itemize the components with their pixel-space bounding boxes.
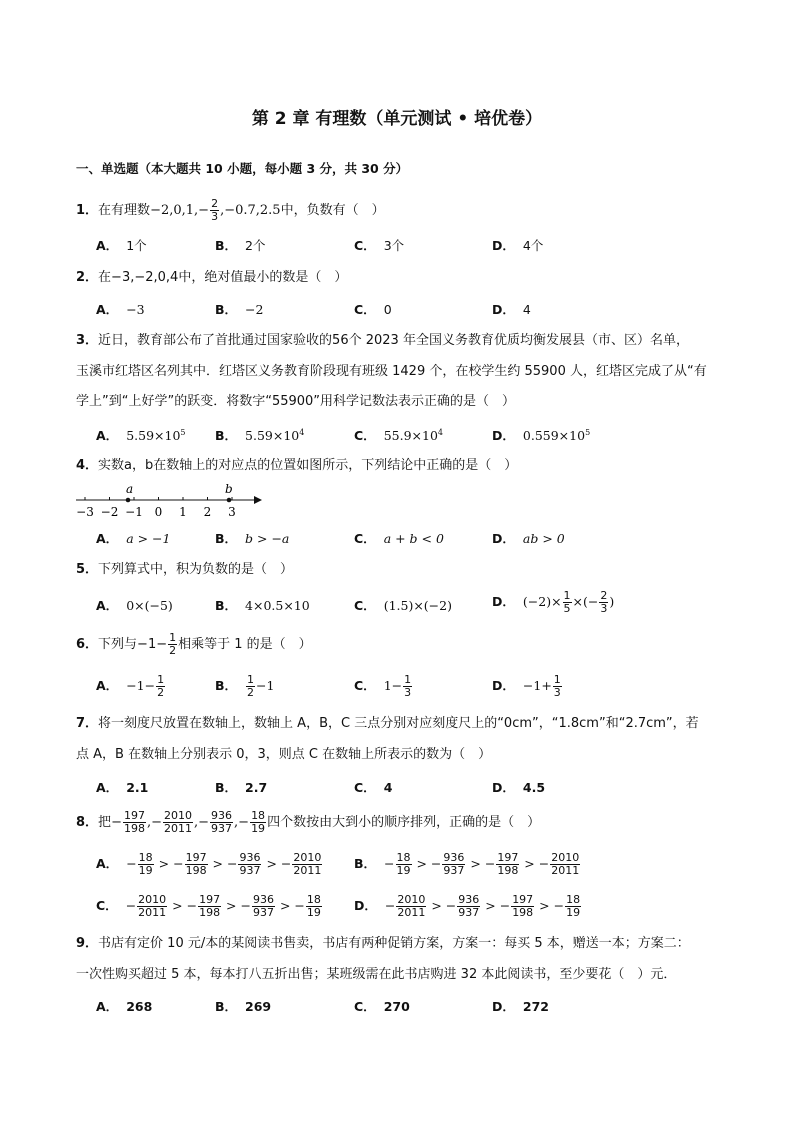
axis-tick-label: 3 <box>228 505 236 519</box>
option-b: B． 2.7 <box>215 780 268 795</box>
question-7: 7．将一刻度尺放置在数轴上，数轴上 A，B，C 三点分别对应刻度尺上的“0cm”，“1.8cm”和“2.7cm”，若 <box>76 716 699 731</box>
option-c: C． 0 <box>354 302 392 317</box>
question-number: 6． <box>76 637 99 652</box>
question-number: 3． <box>76 333 99 348</box>
axis-tick-label: 1 <box>179 505 187 519</box>
question-number: 4． <box>76 458 99 473</box>
axis-tick-label: 2 <box>203 505 212 519</box>
option-a: A． −3 <box>96 302 145 317</box>
option-b: B． $\frac{1}{2}$ −1 <box>215 673 275 699</box>
option-d: D． 4个 <box>492 238 544 253</box>
fraction: $\frac{2}{3}$ <box>600 589 608 615</box>
option-d: D． − $\frac{2010}{2011}$ > − $\frac{936}{937}$ > − $\frac{197}{198}$ > − $\frac{18}{19}$ <box>354 893 581 919</box>
question-1: 1．在有理数−2,0,1,− $\frac{2}{3}$ ,−0.7,2.5中，负数有（ ） <box>76 197 385 223</box>
fraction: $\frac{936}{937}$ <box>211 809 233 835</box>
option-d: D． 4.5 <box>492 780 546 795</box>
question-7-line-2: 点 A，B 在数轴上分别表示 0，3，则点 C 在数轴上所表示的数为（ ） <box>76 747 492 762</box>
question-number: 8． <box>76 815 99 830</box>
question-3-line-2: 玉溪市红塔区名列其中．红塔区义务教育阶段现有班级 1429 个，在校学生约 55900 人，红塔区完成了从“有 <box>76 364 707 379</box>
fraction: $\frac{2010}{2011}$ <box>164 809 192 835</box>
option-b: B． b > −a <box>215 531 290 546</box>
fraction: $\frac{2}{3}$ <box>211 197 219 223</box>
fraction: $\frac{1}{2}$ <box>247 673 255 699</box>
axis-tick-label: −2 <box>100 505 119 519</box>
number-line <box>74 482 264 522</box>
point-a-label: a <box>126 482 134 496</box>
option-a: A． 268 <box>96 999 153 1014</box>
option-c: C． − $\frac{2010}{2011}$ > − $\frac{197}{198}$ > − $\frac{936}{937}$ > − $\frac{18}{19}$ <box>96 893 321 919</box>
question-3: 3．近日，教育部公布了首批通过国家验收的56个 2023 年全国义务教育优质均衡发展县（市、区）名单， <box>76 333 689 348</box>
question-number: 9． <box>76 936 99 951</box>
fraction: $\frac{1}{3}$ <box>404 673 412 699</box>
point-b-dot <box>227 498 232 503</box>
option-b: B． 2个 <box>215 238 266 253</box>
fraction: $\frac{18}{19}$ <box>251 809 266 835</box>
option-a: A． 1个 <box>96 238 147 253</box>
option-d: D． (−2)× $\frac{1}{5}$ ×(− $\frac{2}{3}$ ) <box>492 589 615 615</box>
fraction: $\frac{1}{3}$ <box>553 673 561 699</box>
question-4: 4．实数a，b在数轴上的对应点的位置如图所示，下列结论中正确的是（ ） <box>76 458 518 473</box>
question-9: 9．书店有定价 10 元/本的某阅读书售卖，书店有两种促销方案，方案一：每买 5 本，赠送一本；方案二： <box>76 936 690 951</box>
fraction: $\frac{1}{2}$ <box>169 631 177 657</box>
option-a: A． a > −1 <box>96 531 171 546</box>
option-b: B． 4×0.5×10 <box>215 598 310 613</box>
question-number: 7． <box>76 716 99 731</box>
question-6: 6．下列与−1− $\frac{1}{2}$ 相乘等于 1 的是（ ） <box>76 631 312 657</box>
axis-tick-label: 0 <box>154 505 163 519</box>
option-d: D． 272 <box>492 999 549 1014</box>
question-3-line-3: 学上”到“上好学”的跃变．将数字“55900”用科学记数法表示正确的是（ ） <box>76 394 516 409</box>
section-heading: 一、单选题（本大题共 10 小题，每小题 3 分，共 30 分） <box>76 161 409 176</box>
option-c: C． (1.5)×(−2) <box>354 598 452 613</box>
option-d: D． $0.559\times 10^5$ <box>492 427 591 443</box>
question-9-line-2: 一次性购买超过 5 本，每本打八五折出售；某班级需在此书店购进 32 本此阅读书，至少要花（ ）元． <box>76 967 677 982</box>
option-b: B． − $\frac{18}{19}$ > − $\frac{936}{937}$ > − $\frac{197}{198}$ > − $\frac{2010}{2011}$ <box>354 851 580 877</box>
option-d: D． 4 <box>492 302 531 317</box>
option-a: A． 2.1 <box>96 780 149 795</box>
option-c: C． 270 <box>354 999 410 1014</box>
option-d: D． −1+ $\frac{1}{3}$ <box>492 673 561 699</box>
option-b: B． −2 <box>215 302 264 317</box>
question-number: 5． <box>76 562 99 577</box>
question-8: 8．把− $\frac{197}{198}$ ,− $\frac{2010}{2011}$ ,− $\frac{936}{937}$ ,− $\frac{18}{19}$ 四个数按由大到小的顺序排列，正确的是（ ） <box>76 809 541 835</box>
question-5: 5．下列算式中，积为负数的是（ ） <box>76 562 294 577</box>
option-c: C． 1− $\frac{1}{3}$ <box>354 673 412 699</box>
option-a: A． 0×(−5) <box>96 598 173 613</box>
question-number: 1． <box>76 203 99 218</box>
option-c: C． 4 <box>354 780 393 795</box>
option-a: A． −1− $\frac{1}{2}$ <box>96 673 165 699</box>
option-a: A． $5.59\times 10^5$ <box>96 427 186 443</box>
axis-tick-label: −1 <box>125 505 143 519</box>
option-d: D． ab > 0 <box>492 531 565 546</box>
axis-arrow <box>254 496 262 504</box>
point-a-dot <box>126 498 131 503</box>
fraction: $\frac{1}{2}$ <box>157 673 165 699</box>
option-c: C． 3个 <box>354 238 405 253</box>
fraction: $\frac{197}{198}$ <box>123 809 145 835</box>
point-b-label: b <box>225 482 233 496</box>
fraction: $\frac{1}{5}$ <box>563 589 571 615</box>
option-b: B． $5.59\times 10^4$ <box>215 427 305 443</box>
axis-tick-label: −3 <box>76 505 94 519</box>
option-c: C． $55.9\times 10^4$ <box>354 427 443 443</box>
option-b: B． 269 <box>215 999 272 1014</box>
option-a: A． − $\frac{18}{19}$ > − $\frac{197}{198}$ > − $\frac{936}{937}$ > − $\frac{2010}{2011}$ <box>96 851 322 877</box>
page-title: 第 2 章 有理数（单元测试 • 培优卷） <box>251 109 543 129</box>
question-2: 2．在−3,−2,0,4中，绝对值最小的数是（ ） <box>76 270 348 285</box>
question-number: 2． <box>76 270 99 285</box>
option-c: C． a + b < 0 <box>354 531 444 546</box>
